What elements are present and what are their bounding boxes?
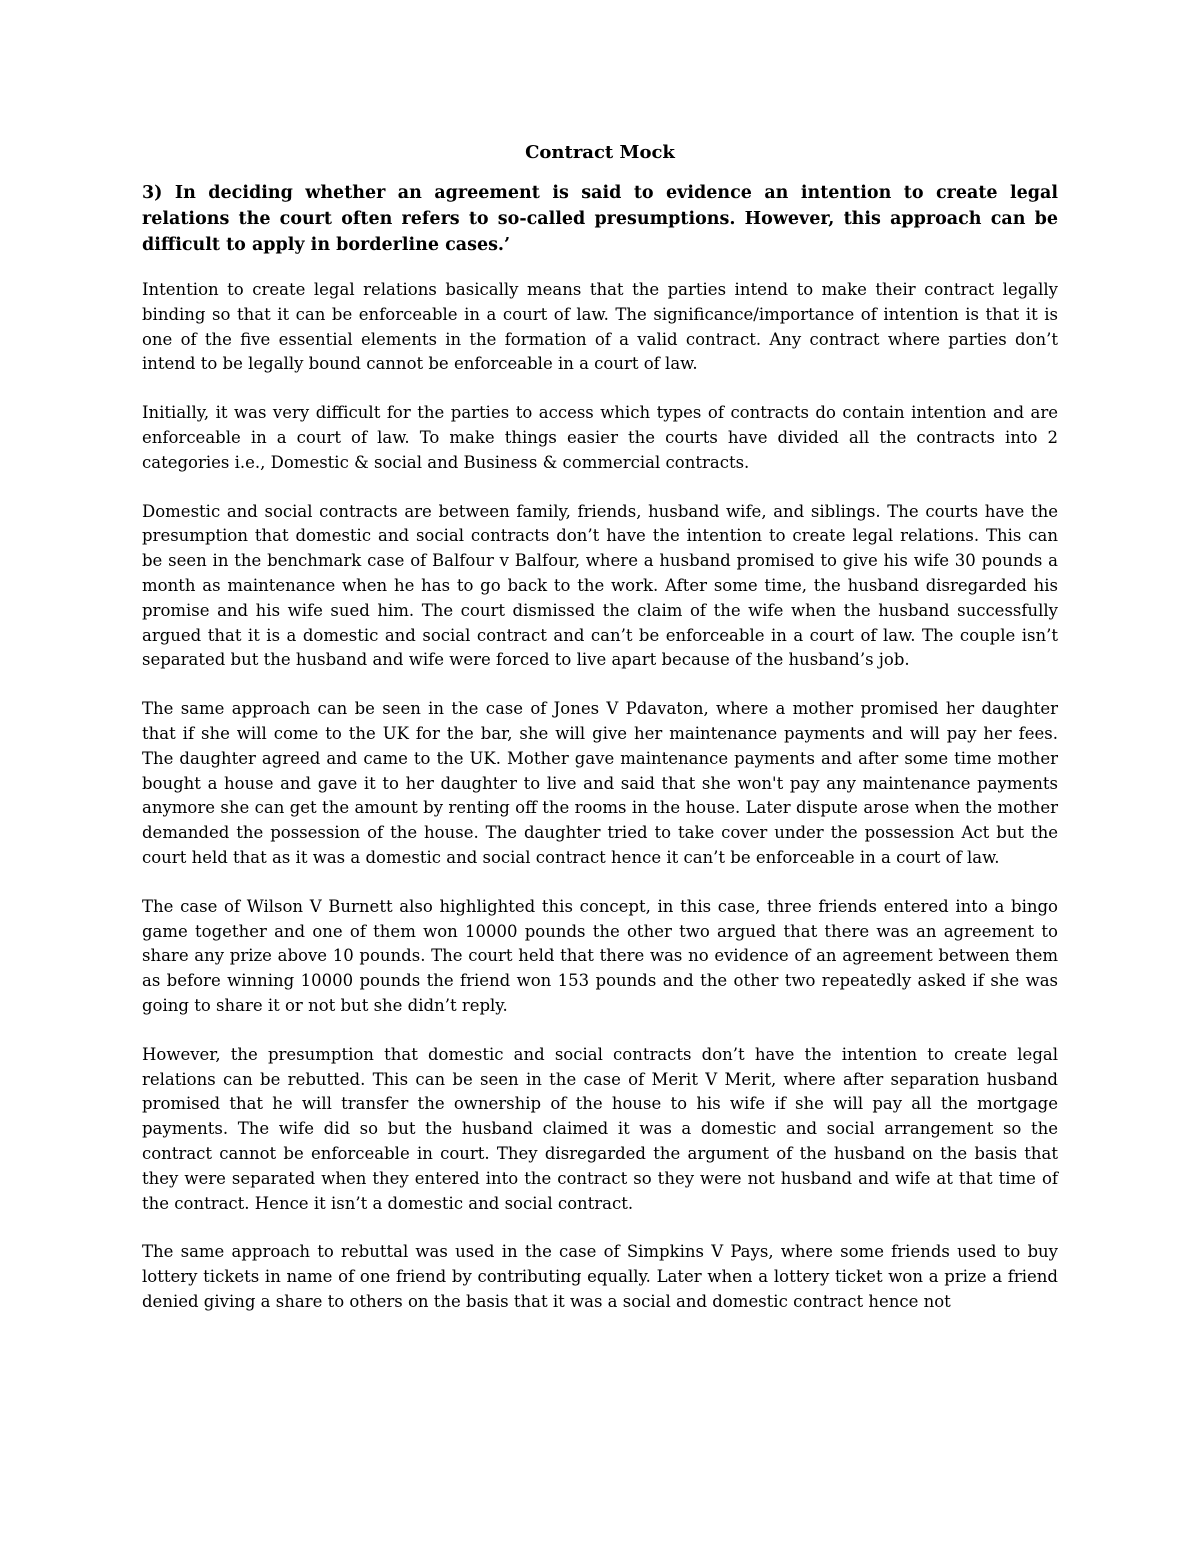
paragraph-jones-v-pdavaton: The same approach can be seen in the case of Jones V Pdavaton, where a mother promised her daughter that if she will come to the UK for the bar, she will give her maintenance payments and will pay her fees. The daughter agreed and came to the UK. Mother gave maintenance payments and after some time mother bought a house and gave it to her daughter to live and said that she won't pay any maintenance payments anymore she can get the amount by renting off the rooms in the house. Later dispute arose when the mother demanded the possession of the house. The daughter tried to take cover under the possession Act but the court held that as it was a domestic and social contract hence it can’t be enforceable in a court of law. xyxy=(142,699,1058,867)
question-heading: 3) In deciding whether an agreement is said to evidence an intention to create legal relations the court often refers to so-called presumptions. However, this approach can be difficult to apply in borderline cases.’ xyxy=(142,183,1058,255)
document-title: Contract Mock xyxy=(525,142,675,163)
paragraph-simpkins-v-pays: The same approach to rebuttal was used in the case of Simpkins V Pays, where some friends used to buy lottery tickets in name of one friend by contributing equally. Later when a lottery ticket won a prize a friend denied giving a share to others on the basis that it was a social and domestic contract hence not xyxy=(142,1242,1058,1311)
paragraph-contract-categories: Initially, it was very difficult for the parties to access which types of contracts do contain intention and are enforceable in a court of law. To make things easier the courts have divided all the contracts into 2 categories i.e., Domestic & social and Business & commercial contracts. xyxy=(142,403,1058,472)
paragraph-wilson-v-burnett: The case of Wilson V Burnett also highlighted this concept, in this case, three friends entered into a bingo game together and one of them won 10000 pounds the other two argued that there was an agreement to share any prize above 10 pounds. The court held that there was no evidence of an agreement between them as before winning 10000 pounds the friend won 153 pounds and the other two repeatedly asked if she was going to share it or not but she didn’t reply. xyxy=(142,896,1058,1015)
paragraph-balfour-v-balfour: Domestic and social contracts are between family, friends, husband wife, and siblings. The courts have the presumption that domestic and social contracts don’t have the intention to create legal relations. This can be seen in the benchmark case of Balfour v Balfour, where a husband promised to give his wife 30 pounds a month as maintenance when he has to go back to the work. After some time, the husband disregarded his promise and his wife sued him. The court dismissed the claim of the wife when the husband successfully argued that it is a domestic and social contract and can’t be enforceable in a court of law. The couple isn’t separated but the husband and wife were forced to live apart because of the husband’s job. xyxy=(142,501,1058,670)
paragraph-merit-v-merit: However, the presumption that domestic and social contracts don’t have the intention to create legal relations can be rebutted. This can be seen in the case of Merit V Merit, where after separation husband promised that he will transfer the ownership of the house to his wife if she will pay all the mortgage payments. The wife did so but the husband claimed it was a domestic and social arrangement so the contract cannot be enforceable in court. They disregarded the argument of the husband on the basis that they were separated when they entered into the contract so they were not husband and wife at that time of the contract. Hence it isn’t a domestic and social contract. xyxy=(142,1044,1058,1213)
document-page xyxy=(142,140,1058,1315)
paragraph-intention-definition: Intention to create legal relations basically means that the parties intend to make their contract legally binding so that it can be enforceable in a court of law. The significance/importance of intention is that it is one of the five essential elements in the formation of a valid contract. Any contract where parties don’t intend to be legally bound cannot be enforceable in a court of law. xyxy=(142,280,1058,374)
